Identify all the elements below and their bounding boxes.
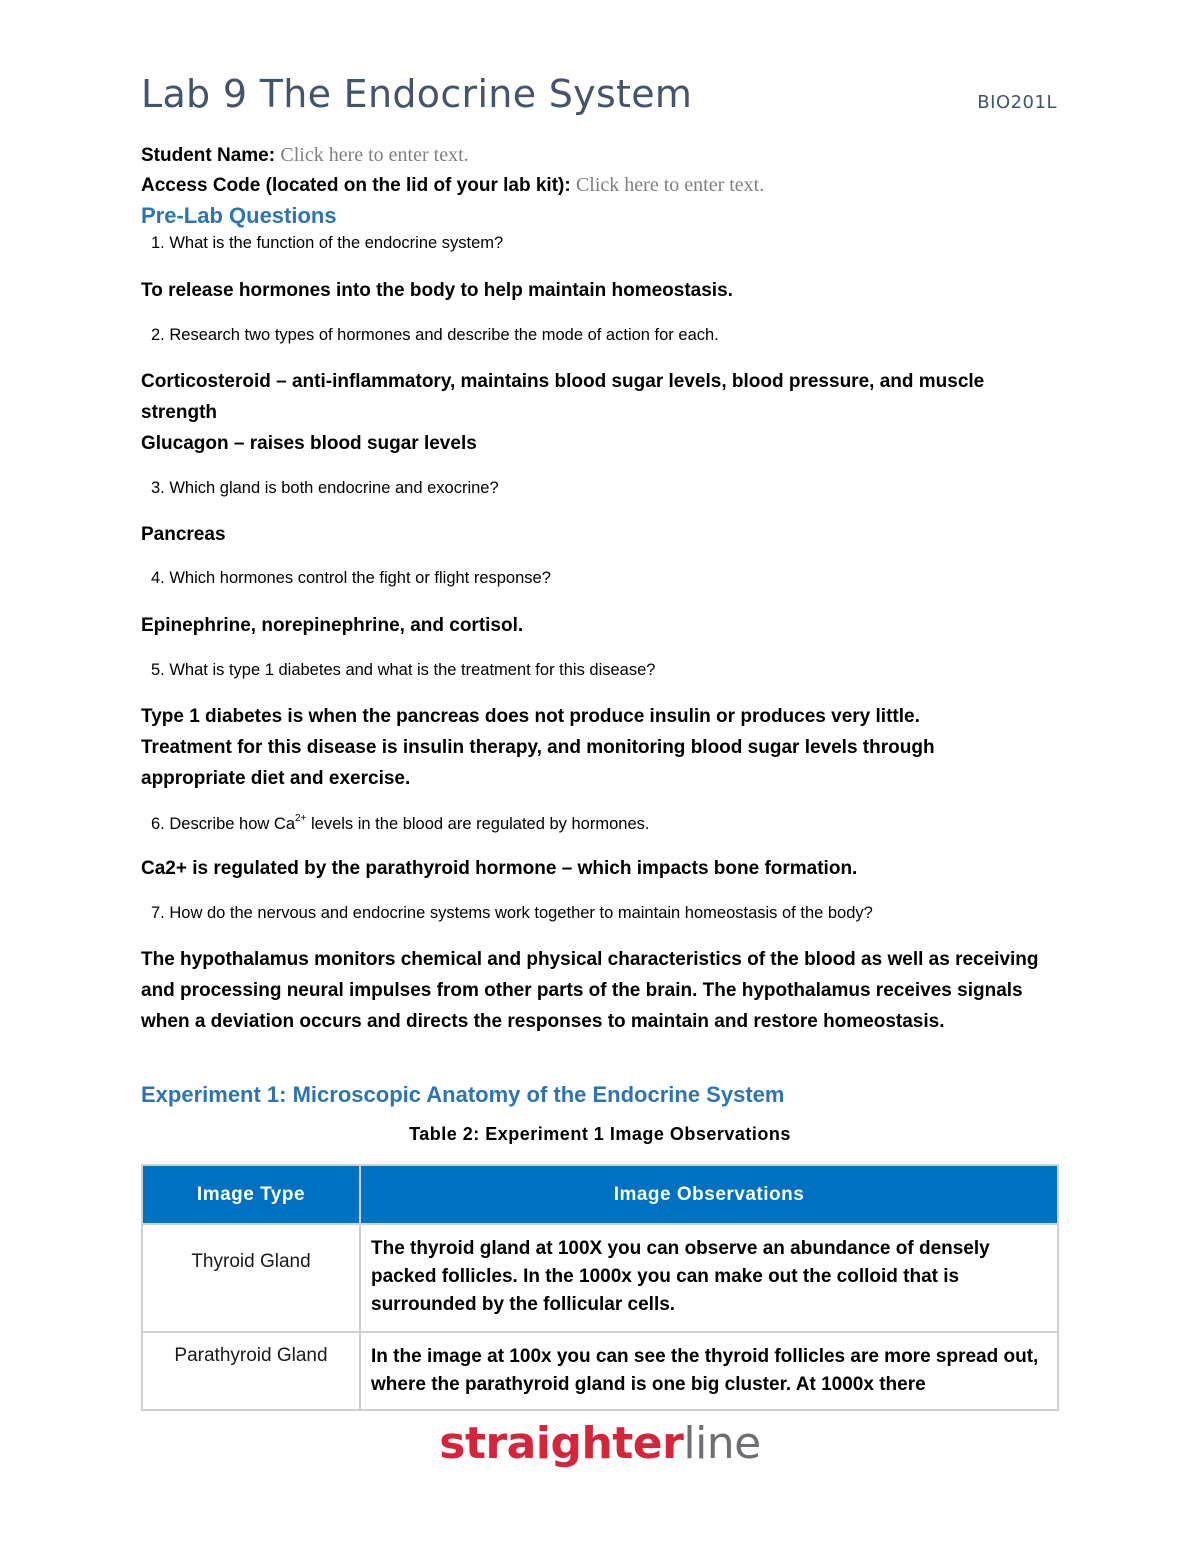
student-name-input[interactable]: Click here to enter text.: [280, 144, 469, 166]
question-6: [151, 813, 649, 834]
access-code-label: Access Code (located on the lid of your lab kit):: [141, 175, 571, 196]
question-number: 4.: [151, 569, 165, 587]
table-header-row: [142, 1165, 1058, 1224]
question-5: [151, 661, 655, 680]
question-text-before: Describe how Ca: [169, 815, 295, 833]
question-text: Research two types of hormones and describe the mode of action for each.: [169, 326, 719, 344]
experiment-1-heading: Experiment 1: Microscopic Anatomy of the Endocrine System: [141, 1082, 785, 1107]
question-text-after: levels in the blood are regulated by hormones.: [306, 815, 650, 833]
image-observation-cell: In the image at 100x you can see the thyroid follicles are more spread out, where the parathyroid gland is one big cluster. At 1000x there: [360, 1332, 1058, 1410]
question-number: 7.: [151, 904, 165, 922]
image-type-cell: Thyroid Gland: [142, 1224, 360, 1332]
column-header-image-observations: Image Observations: [360, 1165, 1058, 1224]
image-observation-cell: The thyroid gland at 100X you can observe an abundance of densely packed follicles. In the 1000x you can make out the colloid that is surrounded by the follicular cells.: [360, 1224, 1058, 1332]
question-1: [151, 234, 503, 253]
answer-7: The hypothalamus monitors chemical and physical characteristics of the blood as well as receiving and processing neural impulses from other parts of the brain. The hypothalamus receives signals when a deviation occurs and directs the responses to maintain and restore homeostasis.: [141, 949, 1039, 1032]
question-number: 1.: [151, 234, 165, 252]
table-row: [142, 1224, 1058, 1332]
answer-2: [141, 366, 1059, 459]
question-2: [151, 326, 719, 345]
answer-4: Epinephrine, norepinephrine, and cortisol.: [141, 615, 524, 636]
question-4: [151, 569, 551, 588]
question-text: What is type 1 diabetes and what is the treatment for this disease?: [169, 661, 656, 679]
question-3: [151, 479, 499, 498]
answer-1: To release hormones into the body to help maintain homeostasis.: [141, 280, 733, 301]
question-number: 6.: [151, 815, 165, 833]
document-page: [141, 70, 1059, 1395]
image-type-cell: Parathyroid Gland: [142, 1332, 360, 1410]
access-code-input[interactable]: Click here to enter text.: [575, 174, 765, 196]
student-name-label: Student Name:: [141, 145, 276, 166]
document-title: Lab 9 The Endocrine System: [141, 72, 693, 116]
observations-table: [141, 1164, 1059, 1411]
question-number: 5.: [151, 661, 165, 679]
access-code-field: [141, 174, 764, 197]
student-name-field: [141, 144, 469, 167]
question-text: What is the function of the endocrine system?: [169, 234, 504, 252]
question-text: Which hormones control the fight or flight response?: [169, 569, 551, 587]
table-caption: Table 2: Experiment 1 Image Observations: [409, 1124, 791, 1144]
answer-2-corticosteroid: Corticosteroid – anti-inflammatory, maintains blood sugar levels, blood pressure, and muscle strength: [141, 371, 985, 423]
answer-2-glucagon: Glucagon – raises blood sugar levels: [141, 433, 477, 454]
logo-text-bold: straighter: [439, 1418, 684, 1469]
question-number: 2.: [151, 326, 165, 344]
document-header: [141, 70, 1059, 130]
superscript-charge: 2+: [295, 813, 307, 824]
question-text: Which gland is both endocrine and exocrine?: [169, 479, 499, 497]
question-7: [151, 904, 873, 923]
straighterline-logo: [0, 1418, 1200, 1469]
logo-text-light: line: [683, 1418, 761, 1469]
question-number: 3.: [151, 479, 165, 497]
answer-5: Type 1 diabetes is when the pancreas does not produce insulin or produces very little. Treatment for this disease is insulin therapy, and monitoring blood sugar levels through appropriate diet and exercise.: [141, 706, 935, 789]
course-code: BIO201L: [977, 92, 1057, 113]
table-row: [142, 1332, 1058, 1410]
column-header-image-type: Image Type: [142, 1165, 360, 1224]
question-text: How do the nervous and endocrine systems work together to maintain homeostasis of the body?: [169, 904, 873, 922]
answer-3: Pancreas: [141, 524, 226, 545]
answer-6: Ca2+ is regulated by the parathyroid hormone – which impacts bone formation.: [141, 858, 858, 879]
prelab-heading: Pre-Lab Questions: [141, 203, 337, 228]
